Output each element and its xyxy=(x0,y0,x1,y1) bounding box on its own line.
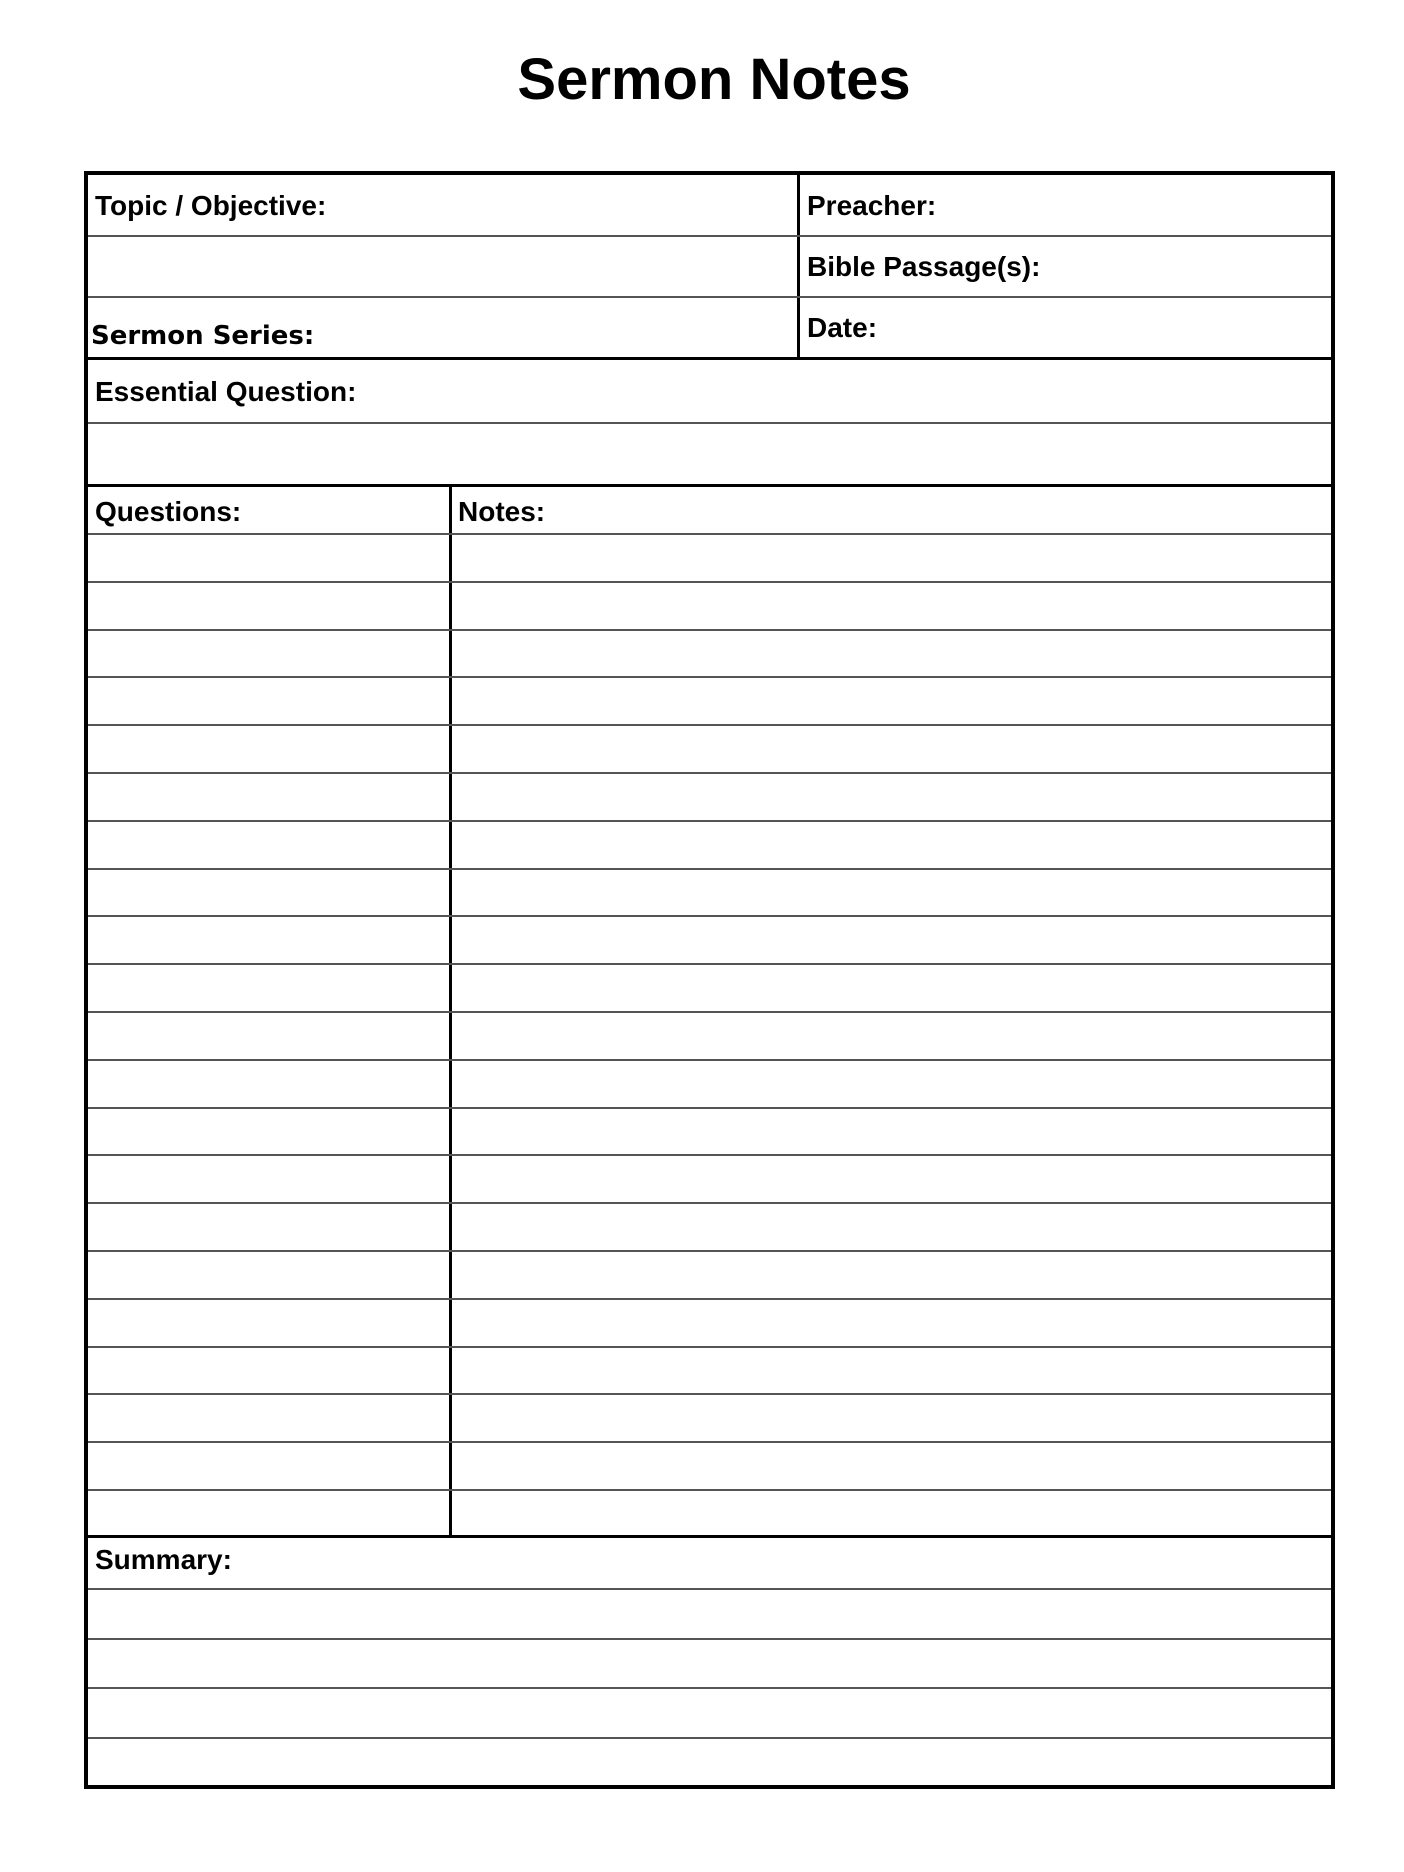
date-label: Date: xyxy=(807,312,878,343)
summary-ruled-line xyxy=(88,1687,1331,1689)
questions-label: Questions: xyxy=(95,496,242,527)
ruled-line xyxy=(88,1154,1331,1156)
summary-ruled-line xyxy=(88,1737,1331,1739)
ruled-line xyxy=(88,963,1331,965)
header-divider xyxy=(797,175,800,358)
ruled-line xyxy=(88,533,1331,535)
series-label: Sermon Series: xyxy=(91,321,315,351)
ruled-line xyxy=(88,868,1331,870)
ruled-line xyxy=(88,1346,1331,1348)
ruled-line xyxy=(88,1107,1331,1109)
topic-label: Topic / Objective: xyxy=(95,190,327,221)
essential-question-label: Essential Question: xyxy=(95,376,357,407)
ruled-line xyxy=(88,772,1331,774)
date-input[interactable] xyxy=(888,298,1331,356)
summary-ruled-line xyxy=(88,1638,1331,1640)
sermon-notes-form xyxy=(84,171,1335,1789)
ruled-line xyxy=(88,629,1331,631)
summary-ruled-line xyxy=(88,1588,1331,1590)
ruled-line xyxy=(88,1441,1331,1443)
ruled-line xyxy=(88,1393,1331,1395)
ruled-line xyxy=(88,676,1331,678)
summary-writing-area[interactable] xyxy=(88,1538,1331,1785)
ruled-line xyxy=(88,1489,1331,1491)
notes-label: Notes: xyxy=(458,496,546,527)
columns-writing-area[interactable] xyxy=(88,487,1331,1535)
ruled-line xyxy=(88,1059,1331,1061)
passage-label: Bible Passage(s): xyxy=(807,251,1041,282)
preacher-label: Preacher: xyxy=(807,190,937,221)
section-divider xyxy=(88,357,1331,360)
passage-input[interactable] xyxy=(1048,237,1331,295)
page-title: Sermon Notes xyxy=(517,47,911,112)
essential-question-input[interactable] xyxy=(88,424,1331,484)
summary-label: Summary: xyxy=(95,1544,232,1575)
ruled-line xyxy=(88,724,1331,726)
ruled-line xyxy=(88,915,1331,917)
topic-input[interactable] xyxy=(88,237,797,295)
ruled-line xyxy=(88,1250,1331,1252)
ruled-line xyxy=(88,820,1331,822)
preacher-input[interactable] xyxy=(938,175,1331,235)
series-input[interactable] xyxy=(288,298,797,356)
ruled-line xyxy=(88,1298,1331,1300)
ruled-line xyxy=(88,581,1331,583)
ruled-line xyxy=(88,1011,1331,1013)
ruled-line xyxy=(88,1202,1331,1204)
